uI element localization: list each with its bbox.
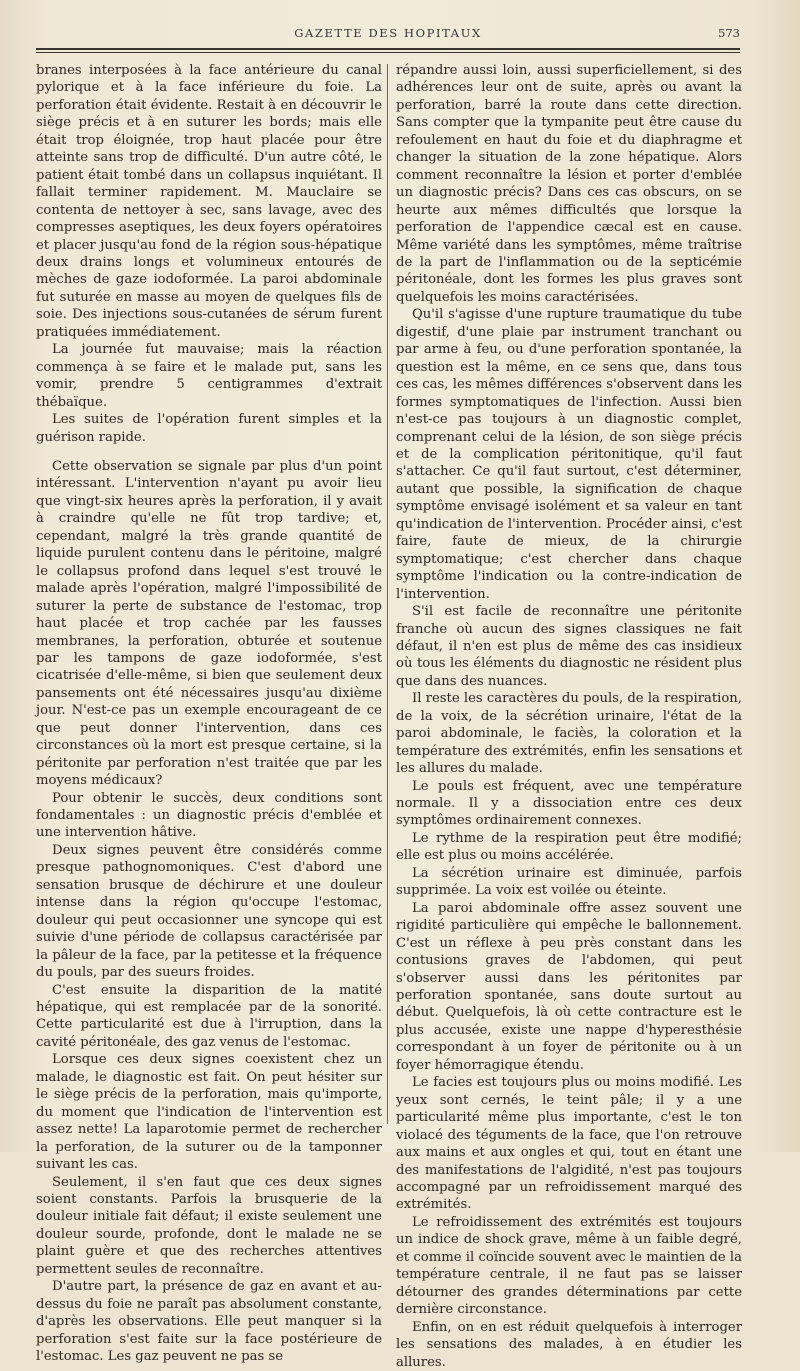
paragraph: La sécrétion urinaire est diminuée, parfois supprimée. La voix est voilée ou éteinte. [396,865,742,899]
paragraph: Le facies est toujours plus ou moins modifié. Les yeux sont cernés, le teint pâle; il y a une particularité même plus importante, c'est le ton violacé des téguments de la face, que l'on retrouve aux mains et aux ongles et qui, tout en étant une des manifestations de l'algidité, n'est pas toujours accompagné par un refroidissement marqué des extrémités. [396,1075,742,1213]
paragraph: Qu'il s'agisse d'une rupture traumatique du tube digestif, d'une plaie par instrument tranchant ou par arme à feu, ou d'une perforation spontanée, la question est la même, en ce sens que, dans tous ces cas, les mêmes différences s'observent dans les formes symptomatiques de l'infection. Aussi bien n'est-ce pas toujours à un diagnostic complet, comprenant celui de la lésion, de son siège précis et de la complication péritonitique, qu'il faut s'attacher. Ce qu'il faut surtout, c'est déterminer, autant que possible, la signification de chaque symptôme envisagé isolément et sa valeur en tant qu'indication de l'intervention. Procéder ainsi, c'est faire, faute de mieux, de la chirurgie symptomatique; c'est chercher dans chaque symptôme l'indication ou la contre-indication de l'intervention. [396,307,742,602]
paragraph: Le rythme de la respiration peut être modifié; elle est plus ou moins accélérée. [396,830,742,864]
paragraph: La paroi abdominale offre assez souvent une rigidité particulière qui empêche le ballonnement. C'est un réflexe à peu près constant dans les contusions graves de l'abdomen, qui peut s'observer aussi dans les péritonites par perforation spontanée, sans doute surtout au début. Quelquefois, là où cette contracture est le plus accusée, existe une nappe d'hyperesthésie correspondant à un foyer de péritonite ou à un foyer hémorragique étendu. [396,900,742,1073]
paragraph: Le pouls est fréquent, avec une température normale. Il y a dissociation entre ces deux symptômes ordinairement connexes. [396,778,742,829]
right-column [396,62,742,1371]
paragraph: La journée fut mauvaise; mais la réaction commença à se faire et le malade put, sans les vomir, prendre 5 centigrammes d'extrait thébaïque. [36,342,382,410]
page-number: 573 [718,26,740,40]
left-column [36,62,382,1366]
paragraph: répandre aussi loin, aussi superficiellement, si des adhérences leur ont de suite, après ou avant la perforation, barré la route dans cette direction. Sans compter que la tympanite peut être cause du refoulement en haut du foie et du diaphragme et changer la situation de la zone hépatique. Alors comment reconnaître la lésion et porter d'emblée un diagnostic précis? Dans ces cas obscurs, on se heurte aux mêmes difficultés que lorsque la perforation de l'appendice cæcal est en cause. Même variété dans les symptômes, même traîtrise de la part de l'inflammation ou de la septicémie péritonéale, dont les formes les plus graves sont quelquefois les moins caractérisées. [396,63,742,305]
paragraph: Il reste les caractères du pouls, de la respiration, de la voix, de la sécrétion urinaire, l'état de la paroi abdominale, le faciès, la coloration et la température des extrémités, enfin les sensations et les allures du malade. [396,691,742,777]
page-header [36,26,740,46]
paragraph: Deux signes peuvent être considérés comme presque pathognomoniques. C'est d'abord une sensation brusque de déchirure et une douleur intense dans la région qu'occupe l'estomac, douleur qui peut occasionner une syncope qui est suivie d'une période de collapsus caractérisée par la pâleur de la face, par la petitesse et la fréquence du pouls, par des sueurs froides. [36,842,382,981]
paragraph: Lorsque ces deux signes coexistent chez un malade, le diagnostic est fait. On peut hésiter sur le siège précis de la perforation, mais qu'importe, du moment que l'indication de l'intervention est assez nette! La laparotomie permet de rechercher la perforation, de la suturer ou de la tamponner suivant les cas. [36,1052,382,1173]
paragraph: branes interposées à la face antérieure du canal pylorique et à la face inférieure du foie. La perforation était évidente. Restait à en découvrir le siège précis et à en suturer les bords; mais elle était trop éloignée, trop haut placée pour être atteinte sans trop de difficulté. D'un autre côté, le patient était tombé dans un collapsus inquiétant. Il fallait terminer rapidement. M. Mauclaire se contenta de nettoyer à sec, sans lavage, avec des compresses aseptiques, les deux foyers opératoires et placer jusqu'au fond de la région sous-hépatique deux drains longs et volumineux entourés de mèches de gaze iodoformée. La paroi abdominale fut suturée en masse au moyen de quelques fils de soie. Des injections sous-cutanées de sérum furent pratiquées immédiatement. [36,63,382,340]
paragraph: Le refroidissement des extrémités est toujours un indice de shock grave, même à un faible degré, et comme il coïncide souvent avec le maintien de la température centrale, il ne faut pas se laisser détourner des grandes déterminations par cette dernière circonstance. [396,1214,742,1318]
paragraph: Enfin, on en est réduit quelquefois à interroger les sensations des malades, à en étudier les allures. [396,1319,742,1370]
header-rule-thick [36,48,740,50]
running-title: GAZETTE DES HOPITAUX [294,26,482,40]
header-rule-thin [36,52,740,53]
paragraph: C'est ensuite la disparition de la matité hépatique, qui est remplacée par de la sonorité. Cette particularité est due à l'irruption, dans la cavité péritonéale, des gaz venus de l'estomac. [36,982,382,1050]
paragraph: Pour obtenir le succès, deux conditions sont fondamentales : un diagnostic précis d'emblée et une intervention hâtive. [36,790,382,841]
paragraph: D'autre part, la présence de gaz en avant et au-dessus du foie ne paraît pas absolument constante, d'après les observations. Elle peut manquer si la perforation s'est faite sur la face postérieure de l'estomac. Les gaz peuvent ne pas se [36,1279,382,1365]
column-divider [387,64,388,1124]
paragraph: Seulement, il s'en faut que ces deux signes soient constants. Parfois la brusquerie de la douleur initiale fait défaut; il existe seulement une douleur sourde, profonde, dont le malade ne se plaint guère et que des recherches attentives permettent seules de reconnaître. [36,1174,382,1277]
paragraph: Cette observation se signale par plus d'un point intéressant. L'intervention n'ayant pu avoir lieu que vingt-six heures après la perforation, il y avait à craindre qu'elle ne fût trop tardive; et, cependant, malgré la très grande quantité de liquide purulent contenu dans le péritoine, malgré le collapsus profond dans lequel s'est trouvé le malade après l'opération, malgré l'impossibilité de suturer la perte de substance de l'estomac, trop haut placée et trop cachée par les fausses membranes, la perforation, obturée et soutenue par les tampons de gaze iodoformée, s'est cicatrisée d'elle-même, si bien que seulement deux pansements ont été nécessaires jusqu'au dixième jour. N'est-ce pas un exemple encourageant de ce que peut donner l'intervention, dans ces circonstances où la mort est presque certaine, si la péritonite par perforation n'est traitée que par les moyens médicaux? [36,458,382,789]
paragraph: Les suites de l'opération furent simples et la guérison rapide. [36,412,382,445]
paragraph: S'il est facile de reconnaître une péritonite franche où aucun des signes classiques ne fait défaut, il n'en est plus de même des cas insidieux où tous les éléments du diagnostic ne résident plus que dans des nuances. [396,604,742,689]
